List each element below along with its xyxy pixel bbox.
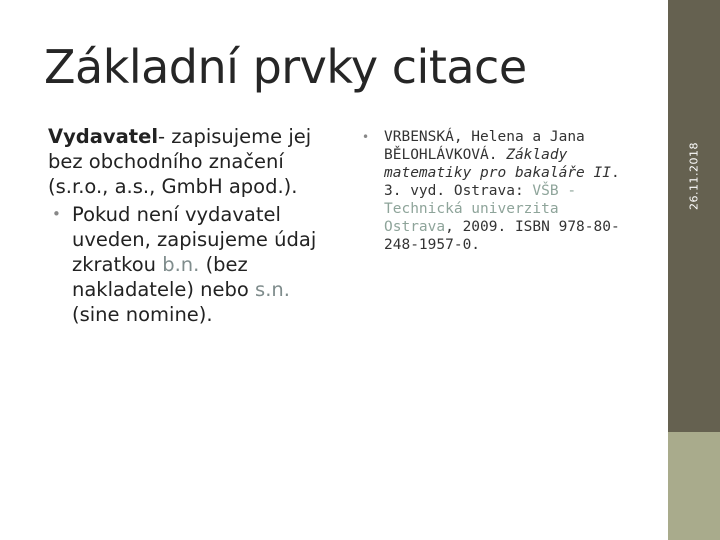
bullet-icon: • (52, 205, 61, 223)
citation-authors: VRBENSKÁ, Helena a Jana BĚLOHLÁVKOVÁ. (384, 129, 585, 163)
side-bar-light (668, 432, 720, 540)
bullet-icon: • (362, 130, 370, 144)
citation-tail: , 2009. ISBN 978-80-248-1957-0. (384, 219, 620, 253)
slide-title: Základní prvky citace (44, 40, 527, 94)
abbreviation-sn: s.n. (255, 278, 290, 301)
citation-text (384, 128, 632, 254)
side-bar-dark (668, 0, 720, 432)
bullet-text: Pokud není vydavatel uveden, zapisujeme údaj zkratkou b.n. (bez nakladatele) nebo s.n. (sine nomine). (72, 203, 317, 326)
slide-date: 26.11.2018 (687, 142, 701, 210)
publisher-paragraph (48, 124, 333, 199)
publisher-term: Vydavatel (48, 125, 159, 148)
right-column (362, 125, 632, 254)
left-column (48, 124, 333, 327)
citation-example (362, 128, 632, 254)
publisher-description: - zapisujeme jej bez obchodního značení (s.r.o., a.s., GmbH apod.). (48, 125, 312, 198)
citation-publisher: VŠB - Technická univerzita Ostrava (384, 183, 577, 235)
list-item (48, 202, 333, 327)
citation-book-title: Základy matematiky pro bakaláře II (384, 147, 611, 181)
abbreviation-bn: b.n. (162, 253, 200, 276)
citation-edition: . 3. vyd. Ostrava: (384, 165, 620, 199)
